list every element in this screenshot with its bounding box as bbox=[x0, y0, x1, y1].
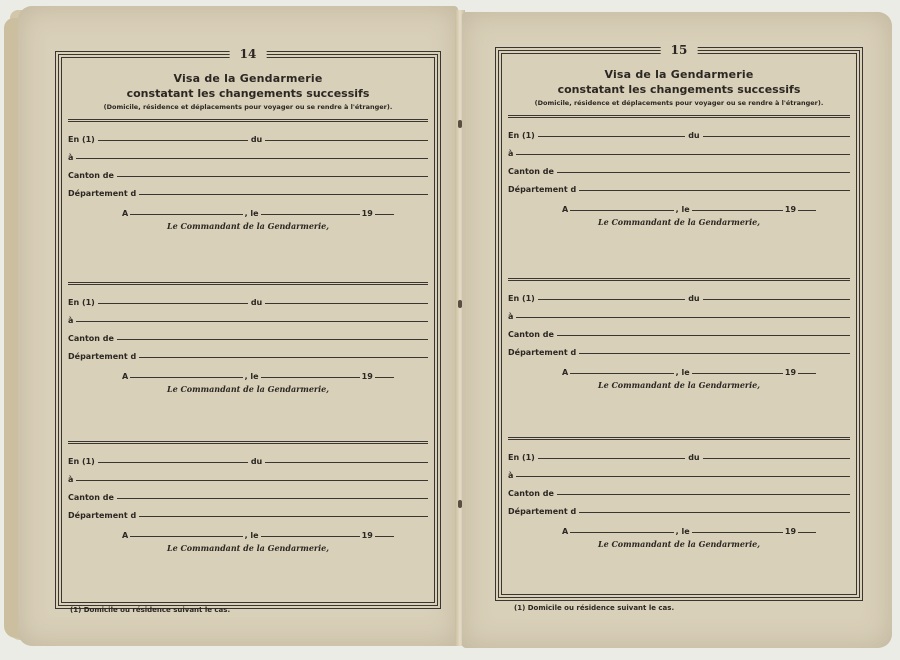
en-field: En (1) du bbox=[68, 448, 428, 466]
right-frame bbox=[498, 43, 860, 598]
commandant-label: Le Commandant de la Gendarmerie, bbox=[166, 221, 330, 231]
page-title: Visa de la Gendarmerie bbox=[173, 72, 323, 85]
binding-stitch bbox=[458, 500, 462, 508]
visa-section bbox=[502, 118, 856, 278]
signature-line: A , le 19 bbox=[68, 520, 428, 540]
page-note: (Domicile, résidence et déplacements pour voyager ou se rendre à l'étranger). bbox=[534, 99, 824, 107]
departement-field: Département d bbox=[68, 343, 428, 361]
departement-field: Département d bbox=[68, 180, 428, 198]
visa-section bbox=[502, 281, 856, 437]
signature-line: A , le 19 bbox=[68, 361, 428, 381]
commandant-label: Le Commandant de la Gendarmerie, bbox=[166, 543, 330, 553]
canton-field: Canton de bbox=[68, 484, 428, 502]
signature-line: A , le 19 bbox=[508, 357, 850, 377]
left-page bbox=[18, 6, 458, 646]
page-title: Visa de la Gendarmerie bbox=[604, 68, 754, 81]
canton-field: Canton de bbox=[68, 162, 428, 180]
page-note: (Domicile, résidence et déplacements pour voyager ou se rendre à l'étranger). bbox=[103, 103, 393, 111]
page-subtitle: constatant les changements successifs bbox=[126, 87, 370, 100]
visa-section bbox=[502, 440, 856, 596]
page-number: 15 bbox=[661, 43, 698, 57]
visa-section bbox=[62, 444, 434, 600]
visa-section bbox=[62, 285, 434, 441]
departement-field: Département d bbox=[508, 176, 850, 194]
a-field: à bbox=[508, 140, 850, 158]
en-field: En (1) du bbox=[508, 444, 850, 462]
signature-line: A , le 19 bbox=[508, 194, 850, 214]
header bbox=[62, 72, 434, 111]
footnote: (1) Domicile ou résidence suivant le cas. bbox=[514, 604, 675, 612]
header bbox=[502, 68, 856, 107]
commandant-label: Le Commandant de la Gendarmerie, bbox=[597, 217, 761, 227]
page-subtitle: constatant les changements successifs bbox=[557, 83, 801, 96]
departement-field: Département d bbox=[68, 502, 428, 520]
a-field: à bbox=[68, 144, 428, 162]
binding-stitch bbox=[458, 120, 462, 128]
a-field: à bbox=[68, 466, 428, 484]
binding-stitch bbox=[458, 300, 462, 308]
right-page bbox=[462, 12, 892, 648]
footnote: (1) Domicile ou résidence suivant le cas. bbox=[70, 606, 231, 614]
a-field: à bbox=[508, 303, 850, 321]
page-number: 14 bbox=[230, 47, 267, 61]
a-field: à bbox=[508, 462, 850, 480]
en-field: En (1) du bbox=[508, 285, 850, 303]
departement-field: Département d bbox=[508, 498, 850, 516]
a-field: à bbox=[68, 307, 428, 325]
commandant-label: Le Commandant de la Gendarmerie, bbox=[597, 380, 761, 390]
commandant-label: Le Commandant de la Gendarmerie, bbox=[597, 539, 761, 549]
signature-line: A , le 19 bbox=[508, 516, 850, 536]
departement-field: Département d bbox=[508, 339, 850, 357]
left-frame bbox=[58, 47, 438, 606]
canton-field: Canton de bbox=[68, 325, 428, 343]
signature-line: A , le 19 bbox=[68, 198, 428, 218]
en-field: En (1) du bbox=[68, 126, 428, 144]
en-field: En (1) du bbox=[508, 122, 850, 140]
canton-field: Canton de bbox=[508, 321, 850, 339]
en-field: En (1) du bbox=[68, 289, 428, 307]
canton-field: Canton de bbox=[508, 158, 850, 176]
commandant-label: Le Commandant de la Gendarmerie, bbox=[166, 384, 330, 394]
canton-field: Canton de bbox=[508, 480, 850, 498]
visa-section bbox=[62, 122, 434, 282]
